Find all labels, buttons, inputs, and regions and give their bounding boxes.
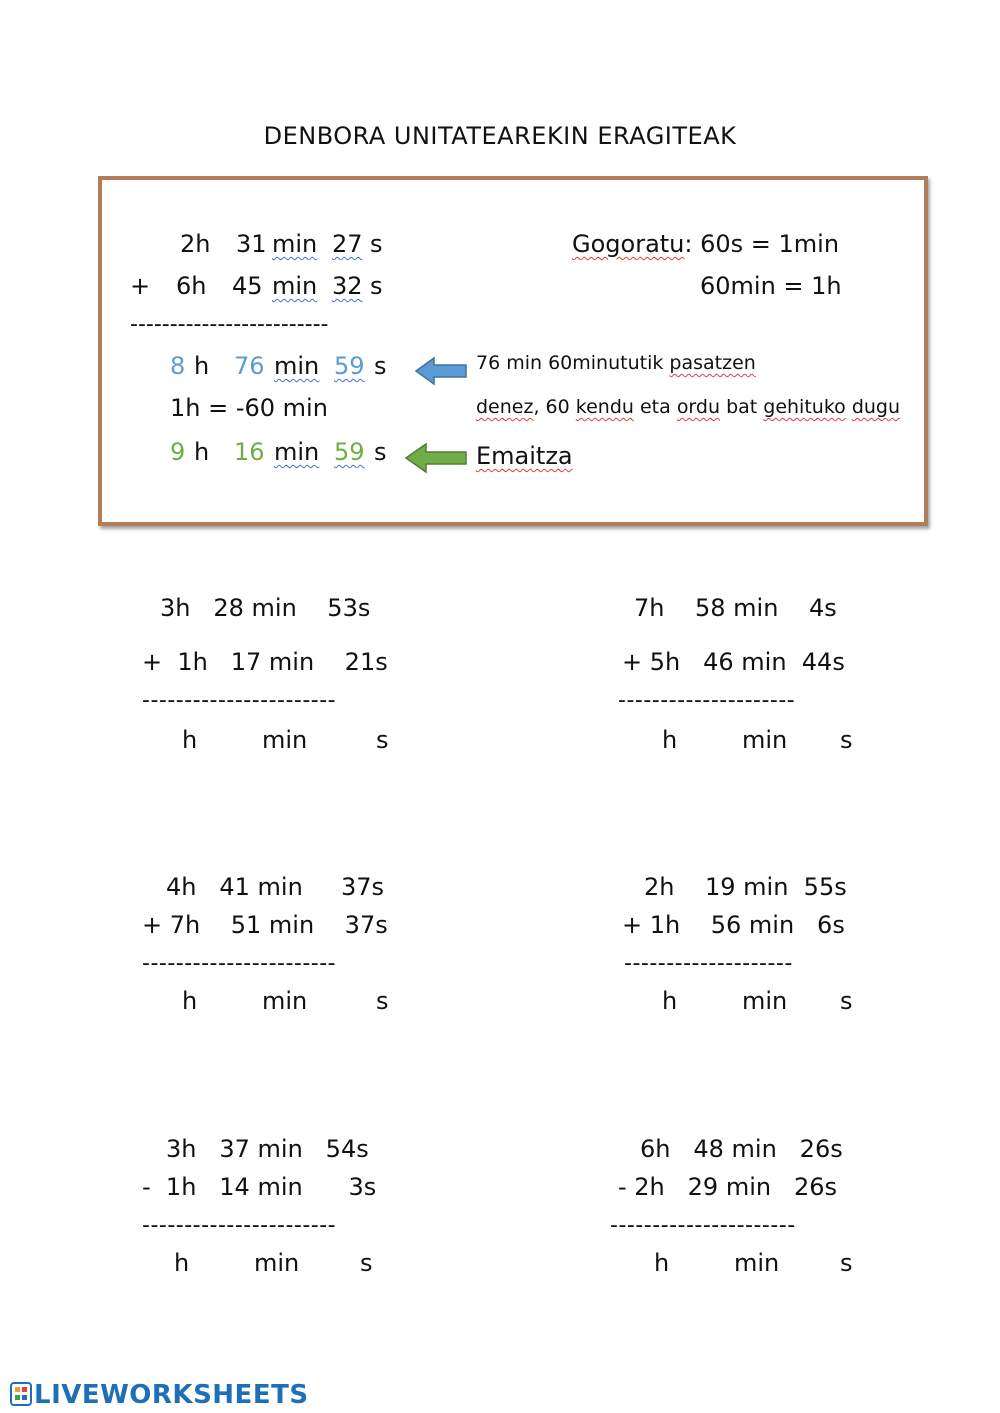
problem-3-line-1: 4h 41 min 37s [166,873,384,901]
example-row5-hours-label: h [194,438,210,466]
example-row3-hours-label: h [194,352,210,380]
problem-4-line-1: 2h 19 min 55s [644,873,847,901]
example-row2-s-value: 32 [332,272,363,300]
problem-6-divider: ---------------------- [610,1213,796,1238]
problem-2-line-1: 7h 58 min 4s [634,594,837,622]
problem-3-answer-s[interactable]: s [376,987,389,1015]
example-row1-min-value: 31 [236,230,267,258]
example-row1-min-label: min [272,230,318,258]
problem-4-answer-h[interactable]: h [662,987,678,1015]
problem-3-answer-h[interactable]: h [182,987,198,1015]
problem-1-answer-min[interactable]: min [262,726,308,754]
liveworksheets-logo-icon [10,1382,32,1406]
note-line-2 [476,396,900,418]
example-row2-operator: + [130,272,151,300]
problem-1-answer-s[interactable]: s [376,726,389,754]
note-text-2i: dugu [851,396,901,418]
example-row2-min-value: 45 [232,272,263,300]
example-row3-s-label: s [374,352,387,380]
example-row3-hours-value: 8 [170,352,186,380]
note-text-2b: , 60 [533,396,576,418]
note-text-2a: denez [476,396,534,418]
problem-5-answer-min[interactable]: min [254,1249,300,1277]
note-text-1a: 76 min 60minututik [476,352,670,374]
remember-rule-1: : 60s = 1min [684,230,840,258]
problem-4-divider: -------------------- [624,951,793,976]
liveworksheets-logo-text: LIVEWORKSHEETS [34,1380,309,1410]
arrow-left-blue-icon [414,356,468,386]
problem-4-line-2: + 1h 56 min 6s [622,911,845,939]
problem-1-answer-h[interactable]: h [182,726,198,754]
problem-1-line-2: + 1h 17 min 21s [142,648,388,676]
example-row2-s-label: s [370,272,383,300]
example-row2-hours: 6h [176,272,207,300]
note-text-2g: gehituko [763,396,846,418]
liveworksheets-logo[interactable] [10,1380,309,1410]
example-row1-hours: 2h [180,230,211,258]
problem-6-answer-h[interactable]: h [654,1249,670,1277]
note-text-2e: ordu [676,396,721,418]
problem-6-answer-min[interactable]: min [734,1249,780,1277]
example-divider: ------------------------- [130,312,329,337]
problem-1-divider: ----------------------- [142,688,337,713]
example-row2-min-label: min [272,272,318,300]
note-line-1 [476,352,756,374]
problem-4-answer-min[interactable]: min [742,987,788,1015]
example-row5-s-value: 59 [334,438,365,466]
example-row3-min-value: 76 [234,352,265,380]
problem-6-line-2: - 2h 29 min 26s [618,1173,838,1201]
result-label: Emaitza [476,442,573,470]
remember-label: Gogoratu [572,230,685,258]
problem-1-line-1: 3h 28 min 53s [160,594,371,622]
remember-line-1 [572,230,839,258]
note-text-1b: pasatzen [669,352,756,374]
example-row1-s-value: 27 [332,230,363,258]
problem-4-answer-s[interactable]: s [840,987,853,1015]
example-row4-conversion: 1h = -60 min [170,394,328,422]
arrow-left-green-icon [404,442,468,474]
problem-2-line-2: + 5h 46 min 44s [622,648,845,676]
problem-3-divider: ----------------------- [142,951,337,976]
problem-5-answer-s[interactable]: s [360,1249,373,1277]
example-row3-s-value: 59 [334,352,365,380]
example-row1-s-label: s [370,230,383,258]
example-row5-hours-value: 9 [170,438,186,466]
remember-rule-2: 60min = 1h [700,272,842,300]
note-text-2f: bat [720,396,764,418]
example-row5-min-label: min [274,438,320,466]
note-text-2d: eta [633,396,677,418]
page-title: DENBORA UNITATEAREKIN ERAGITEAK [263,122,737,150]
example-box [98,176,928,526]
problem-5-divider: ----------------------- [142,1213,337,1238]
problem-2-answer-h[interactable]: h [662,726,678,754]
problem-2-answer-s[interactable]: s [840,726,853,754]
problem-6-answer-s[interactable]: s [840,1249,853,1277]
problem-2-answer-min[interactable]: min [742,726,788,754]
problem-2-divider: --------------------- [618,688,796,713]
problem-3-line-2: + 7h 51 min 37s [142,911,388,939]
note-text-2c: kendu [575,396,634,418]
problem-5-answer-h[interactable]: h [174,1249,190,1277]
example-row5-min-value: 16 [234,438,265,466]
problem-6-line-1: 6h 48 min 26s [640,1135,843,1163]
problem-5-line-2: - 1h 14 min 3s [142,1173,377,1201]
example-row3-min-label: min [274,352,320,380]
problem-3-answer-min[interactable]: min [262,987,308,1015]
problem-5-line-1: 3h 37 min 54s [166,1135,369,1163]
example-row5-s-label: s [374,438,387,466]
